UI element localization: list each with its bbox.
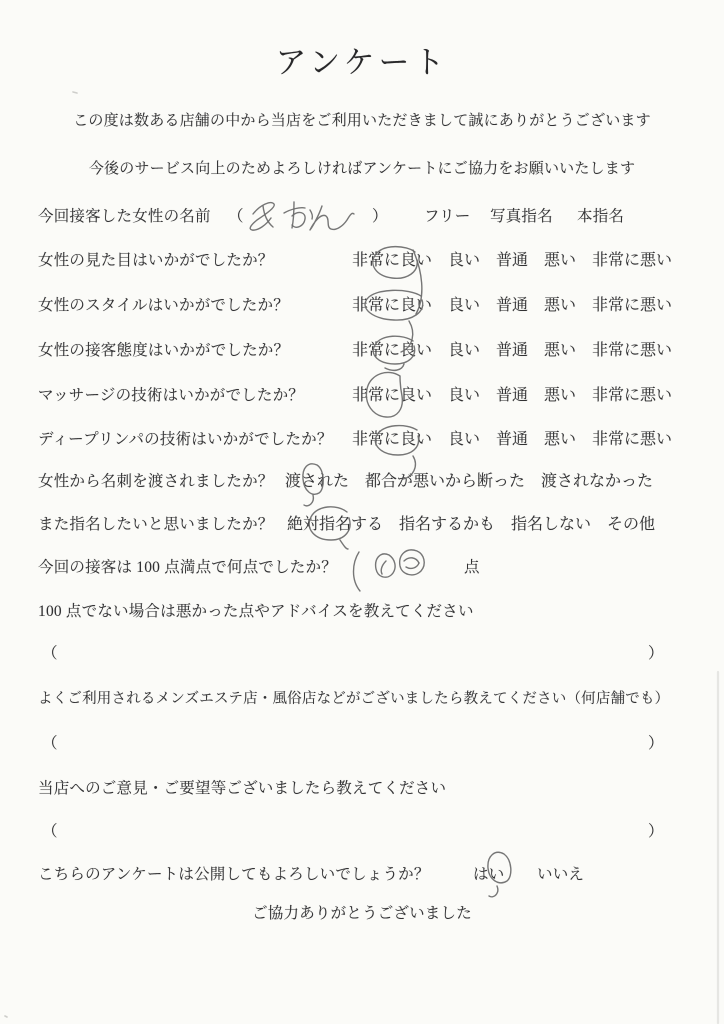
question-row-rebook xyxy=(38,514,724,536)
intro-line-1: この度は数ある店舗の中から当店をご利用いただきまして誠にありがとうございます xyxy=(73,113,651,129)
question-label: マッサージの技術はいかがでしたか？ xyxy=(38,387,304,404)
question-options: 非常に良い 良い 普通 悪い 非常に悪い xyxy=(352,431,673,448)
question-row-business-card xyxy=(38,471,724,493)
answer-close-paren: ） xyxy=(648,735,664,752)
question-row-style xyxy=(38,295,724,317)
visit-type-regular-nomination: 本指名 xyxy=(577,208,625,225)
advice-prompt: 100 点でない場合は悪かった点やアドバイスを教えてください xyxy=(38,603,474,620)
question-row-publish xyxy=(38,864,724,886)
closing-line: ご協力ありがとうございました xyxy=(252,905,472,922)
name-question-label: 今回接客した女性の名前 xyxy=(38,208,211,225)
question-label: また指名したいと思いましたか？ xyxy=(38,516,274,533)
question-row-massage xyxy=(38,385,724,407)
name-field-open-paren: （ xyxy=(228,208,244,225)
question-options: 非常に良い 良い 普通 悪い 非常に悪い xyxy=(352,252,673,269)
publish-option-no: いいえ xyxy=(537,866,585,883)
other-shops-prompt: よくご利用されるメンズエステ店・風俗店などがございましたら教えてください（何店舗でも） xyxy=(38,691,670,707)
question-options: 非常に良い 良い 普通 悪い 非常に悪い xyxy=(352,297,673,314)
question-label: 女性の接客態度はいかがでしたか？ xyxy=(38,342,290,359)
publish-option-yes: はい xyxy=(473,866,505,883)
name-question-row xyxy=(38,206,724,228)
score-unit-label: 点 xyxy=(464,559,480,576)
question-options: 絶対指名する 指名するかも 指名しない その他 xyxy=(287,516,656,533)
question-label: こちらのアンケートは公開してもよろしいでしょうか？ xyxy=(38,866,430,883)
question-options: 非常に良い 良い 普通 悪い 非常に悪い xyxy=(352,342,673,359)
feedback-prompt: 当店へのご意見・ご要望等ございましたら教えてください xyxy=(38,780,447,797)
question-label: 女性から名刺を渡されましたか？ xyxy=(38,473,274,490)
question-row-looks xyxy=(38,250,724,272)
visit-type-free: フリー xyxy=(424,208,471,225)
question-label: 今回の接客は 100 点満点で何点でしたか？ xyxy=(38,559,337,576)
answer-close-paren: ） xyxy=(648,823,664,840)
question-options: 非常に良い 良い 普通 悪い 非常に悪い xyxy=(352,387,673,404)
question-options: 渡された 都合が悪いから断った 渡されなかった xyxy=(285,473,654,490)
answer-open-paren: （ xyxy=(42,645,58,662)
question-row-score xyxy=(38,557,724,579)
name-field-close-paren: ） xyxy=(372,208,388,225)
question-label: 女性のスタイルはいかがでしたか？ xyxy=(38,297,289,314)
visit-type-photo-nomination: 写真指名 xyxy=(490,208,553,225)
intro-line-2: 今後のサービス向上のためよろしければアンケートにご協力をお願いいたします xyxy=(88,161,636,177)
answer-open-paren: （ xyxy=(42,823,58,840)
question-row-deep-lymph xyxy=(38,429,724,451)
question-label: ディープリンパの技術はいかがでしたか？ xyxy=(38,431,333,448)
question-label: 女性の見た目はいかがでしたか？ xyxy=(38,252,274,269)
answer-close-paren: ） xyxy=(648,645,664,662)
answer-open-paren: （ xyxy=(42,735,58,752)
page-title: アンケート xyxy=(275,45,449,80)
question-row-attitude xyxy=(38,340,724,362)
